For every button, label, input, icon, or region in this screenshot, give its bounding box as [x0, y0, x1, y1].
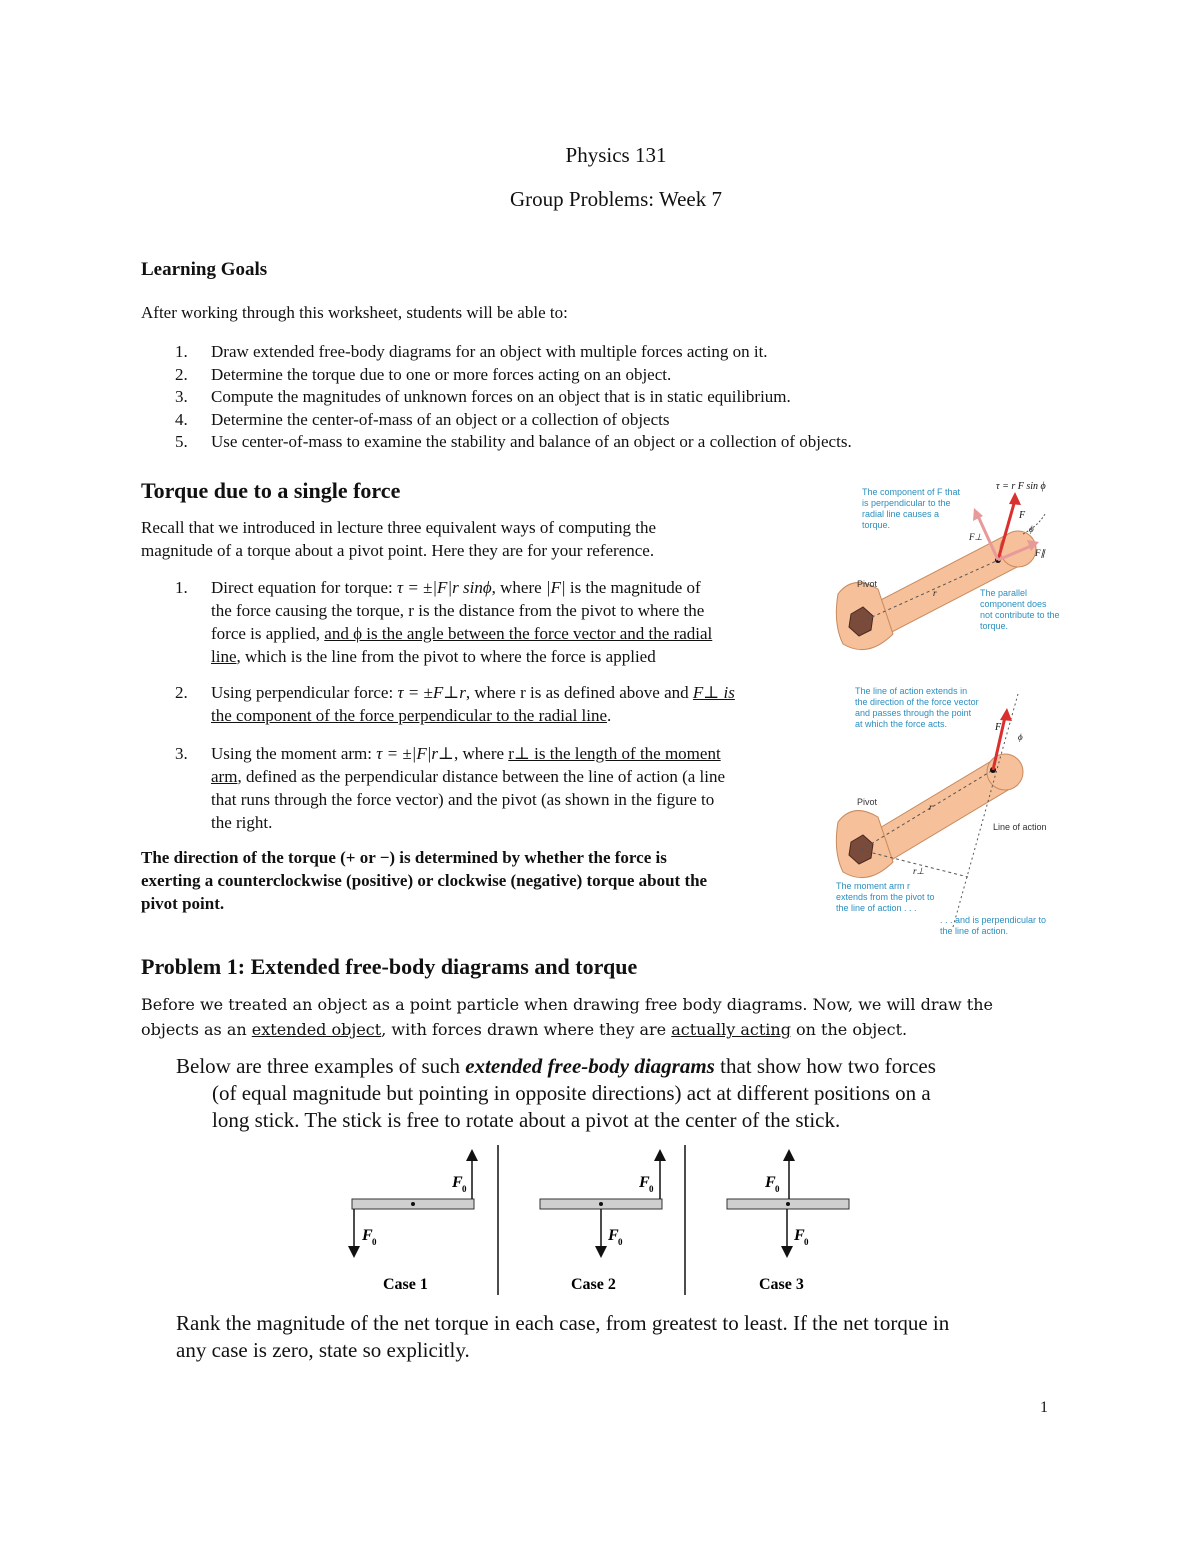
goal-item: 4. Determine the center-of-mass of an object or a collection of objects	[175, 409, 670, 429]
problem1-intro: Before we treated an object as a point particle when drawing free body diagrams. Now, we will draw the objects as an extended object, with forces drawn where they are actually acting on the object.	[141, 995, 993, 1039]
pivot-label: Pivot	[857, 797, 878, 807]
goal-item: 1. Draw extended free-body diagrams for an object with multiple forces acting on it.	[175, 342, 768, 361]
pivot-label: Pivot	[857, 579, 878, 589]
svg-text:0: 0	[372, 1237, 377, 1247]
force-label-top: F	[639, 1174, 650, 1191]
torque-direction-note: The direction of the torque (+ or −) is determined by whether the force is exerting a counterclockwise (positive) or clockwise (negative) torque about the pivot point.	[141, 848, 708, 913]
learning-goals-intro: After working through this worksheet, students will be able to:	[141, 303, 568, 322]
torque-section-heading: Torque due to a single force	[141, 478, 401, 503]
svg-text:0: 0	[649, 1184, 654, 1194]
svg-text:0: 0	[462, 1184, 467, 1194]
moment-arm-note: The moment arm r extends from the pivot to the line of action . . .	[836, 881, 935, 913]
torque-eq-label: τ = r F sin ϕ	[996, 481, 1046, 492]
case-label: Case 1	[383, 1276, 428, 1293]
method-direct: Direct equation for torque: τ = ±|F|r sinϕ, where |F| is the magnitude of the force causing the torque, r is the distance from the pivot to where the force is applied, and ϕ is the angle between the force vector and the radial line, which is the line from the pivot to where the force is applied	[211, 578, 713, 666]
method-moment-arm: Using the moment arm: τ = ±|F|r⊥, where r⊥ is the length of the moment arm, defined as the perpendicular distance between the line of action (a line that runs through the force vector) and the pivot (as shown in the figure to the right.	[211, 744, 726, 832]
svg-text:0: 0	[618, 1237, 623, 1247]
parallel-component-note: The parallel component does not contribute to the torque.	[980, 588, 1060, 631]
fperp-label: F⊥	[969, 532, 983, 542]
r-label: r	[933, 588, 937, 598]
method-number: 3.	[175, 744, 188, 763]
fpar-label: F∥	[1035, 548, 1045, 558]
method-number: 1.	[175, 578, 188, 597]
svg-text:0: 0	[804, 1237, 809, 1247]
svg-text:0: 0	[775, 1184, 780, 1194]
r-label: r	[929, 802, 933, 812]
force-label-bottom: F	[608, 1227, 619, 1244]
method-number: 2.	[175, 683, 188, 702]
case-2	[540, 1155, 662, 1293]
force-label-bottom: F	[362, 1227, 373, 1244]
goal-item: 5. Use center-of-mass to examine the stability and balance of an object or a collection of objects.	[175, 432, 852, 451]
f-label: F	[1019, 510, 1026, 521]
torque-intro: Recall that we introduced in lecture three equivalent ways of computing the magnitude of a torque about a pivot point. Here they are for your reference.	[141, 518, 657, 560]
phi-label: ϕ	[1018, 732, 1023, 742]
course-title: Physics 131	[565, 143, 667, 167]
problem1-heading: Problem 1: Extended free-body diagrams and torque	[141, 954, 638, 979]
line-of-action-note: The line of action extends in the direction of the force vector and passes through the point at which the force acts.	[855, 686, 979, 729]
learning-goals-heading: Learning Goals	[141, 259, 268, 280]
cases-diagram	[330, 1140, 890, 1300]
wrench-body	[836, 754, 1023, 878]
case-3	[727, 1155, 849, 1293]
goal-item: 3. Compute the magnitudes of unknown forces on an object that is in static equilibrium.	[175, 387, 791, 406]
page-subtitle: Group Problems: Week 7	[510, 187, 722, 211]
case-label: Case 3	[759, 1276, 804, 1293]
case-label: Case 2	[571, 1276, 616, 1293]
problem1-question: Rank the magnitude of the net torque in each case, from greatest to least. If the net torque in any case is zero, state so explicitly.	[176, 1311, 950, 1362]
perpendicular-note: . . . and is perpendicular to the line of action.	[940, 915, 1047, 936]
goal-item: 2. Determine the torque due to one or more forces acting on an object.	[175, 364, 672, 384]
force-label-bottom: F	[794, 1227, 805, 1244]
rperp-label: r⊥	[913, 866, 925, 876]
page-number: 1	[1040, 1399, 1048, 1416]
phi-label: ϕ	[1029, 524, 1034, 534]
method-perpendicular: Using perpendicular force: τ = ±F⊥r, where r is as defined above and F⊥ is the component of the force perpendicular to the radial line.	[211, 683, 735, 725]
force-label-top: F	[765, 1174, 776, 1191]
perp-component-note: The component of F that is perpendicular to the radial line causes a torque.	[862, 487, 961, 530]
f-label: F	[995, 722, 1002, 733]
problem1-description: Below are three examples of such extended free-body diagrams that show how two forces (of equal magnitude but pointing in opposite directions) act at different positions on a long stick. The stick is free to rotate about a pivot at the center of the stick.	[176, 1054, 936, 1132]
learning-goals-list	[141, 341, 1041, 454]
case-1	[352, 1155, 474, 1293]
force-label-top: F	[452, 1174, 463, 1191]
line-of-action-label: Line of action	[993, 822, 1047, 832]
